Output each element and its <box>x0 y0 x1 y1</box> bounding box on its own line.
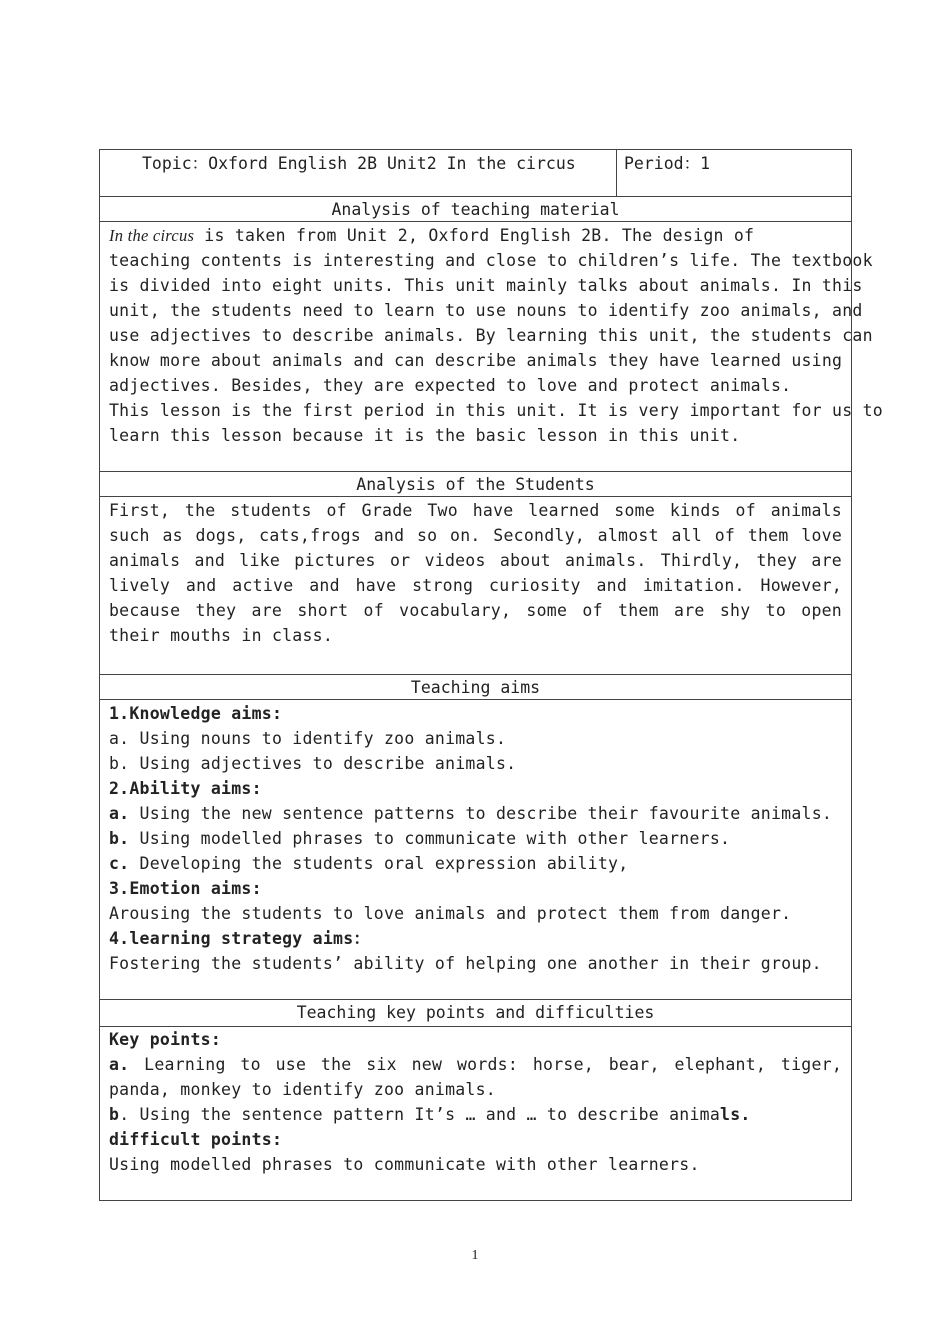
material-line: use adjectives to describe animals. By learning this unit, the students can <box>109 326 873 345</box>
material-line: learn this lesson because it is the basic lesson in this unit. <box>109 426 741 445</box>
material-line: teaching contents is interesting and close to children’s life. The textbook <box>109 251 873 270</box>
strategy-aim-text: Fostering the students’ ability of helping one another in their group. <box>109 954 822 973</box>
material-line: unit, the students need to learn to use nouns to identify zoo animals, and <box>109 301 863 320</box>
page-number: 1 <box>471 1248 479 1263</box>
material-line: This lesson is the first period in this unit. It is very important for us to <box>109 401 883 420</box>
material-line: adjectives. Besides, they are expected to love and protect animals. <box>109 376 792 395</box>
lesson-plan-table <box>99 149 883 1201</box>
material-heading: Analysis of teaching material <box>331 200 620 219</box>
key-points-title: Key points: <box>109 1030 222 1049</box>
emotion-aims-title: 3.Emotion aims: <box>109 879 262 898</box>
key-point-a: a. Learning to use the six new words: horse, bear, elephant, tiger, panda, monkey to identify zoo animals. <box>109 1055 842 1099</box>
keypoints-heading: Teaching key points and difficulties <box>296 1003 655 1022</box>
ability-aims-title: 2.Ability aims: <box>109 779 262 798</box>
material-line: is divided into eight units. This unit mainly talks about animals. In this <box>109 276 863 295</box>
ability-aim-c: c. Developing the students oral expression ability, <box>109 854 629 873</box>
strategy-aims-title: 4.learning strategy aims： <box>109 929 371 948</box>
row-divider <box>100 699 851 700</box>
emotion-aim-text: Arousing the students to love animals and protect them from danger. <box>109 904 792 923</box>
ability-aim-a: a. Using the new sentence patterns to describe their favourite animals. <box>109 804 833 823</box>
keypoints-content <box>109 1027 842 1177</box>
students-paragraph: First, the students of Grade Two have learned some kinds of animals such as dogs, cats,frogs and so on. Secondly, almost all of them love animals and like pictures or videos about animals. Thirdly, they are lively and active and have strong curiosity and imitation. However, because they are short of vocabulary, some of them are shy to open their mouths in class. <box>109 501 842 645</box>
aims-heading: Teaching aims <box>410 678 541 697</box>
row-divider <box>100 221 851 222</box>
knowledge-aim-a: a. Using nouns to identify zoo animals. <box>109 729 507 748</box>
knowledge-aims-title: 1.Knowledge aims: <box>109 704 283 723</box>
title-italic: In the circus <box>109 226 195 245</box>
ability-aim-b: b. Using modelled phrases to communicate with other learners. <box>109 829 731 848</box>
topic-cell: Topic：Oxford English 2B Unit2 In the circus <box>142 154 576 173</box>
header-divider <box>616 150 617 196</box>
row-divider <box>100 496 851 497</box>
period-cell: Period：1 <box>624 154 711 173</box>
knowledge-aim-b: b. Using adjectives to describe animals. <box>109 754 517 773</box>
material-text <box>109 223 883 448</box>
material-line: know more about animals and can describe animals they have learned using <box>109 351 843 370</box>
key-point-b: b. Using the sentence pattern It’s … and … to describe animals. <box>109 1105 751 1124</box>
difficult-points-title: difficult points: <box>109 1130 283 1149</box>
material-line: In the circus is taken from Unit 2, Oxford English 2B. The design of <box>109 226 755 245</box>
difficult-point-text: Using modelled phrases to communicate with other learners. <box>109 1155 700 1174</box>
students-heading: Analysis of the Students <box>356 475 595 494</box>
aims-content <box>109 701 842 976</box>
